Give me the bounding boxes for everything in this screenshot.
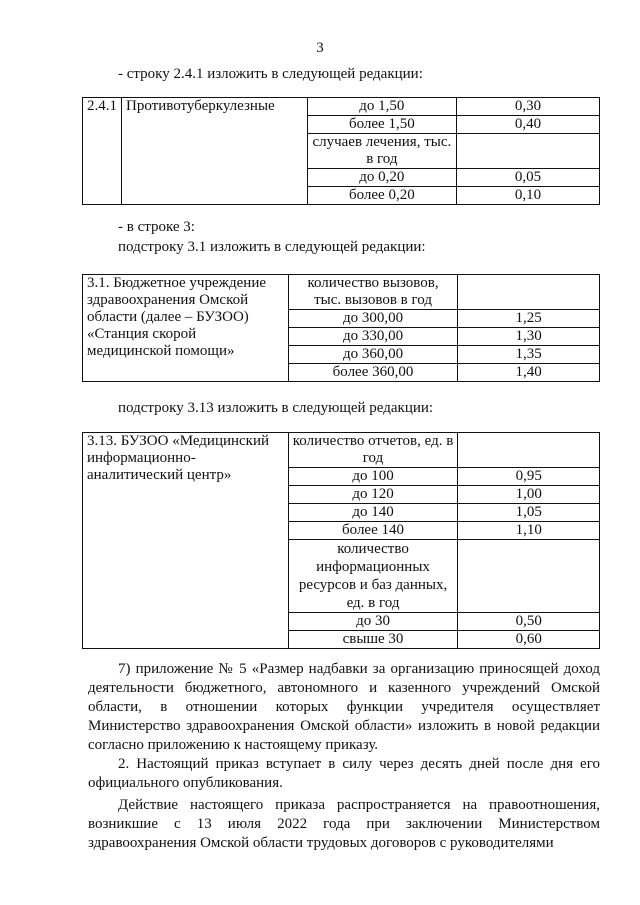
page-number: 3 xyxy=(316,40,324,56)
condition-cell: до 300,00 xyxy=(288,310,458,328)
condition-header-cell: количество информационных ресурсов и баз данных, ед. в год xyxy=(288,540,458,613)
value-cell: 0,10 xyxy=(456,187,599,205)
condition-cell: более 360,00 xyxy=(288,364,458,382)
paragraph-effect: Действие настоящего приказа распространяется на правоотношения, возникшие с 13 июля 2022 года при заключении Министерством здравоохранения Омской области трудовых договоров с руководителями xyxy=(88,797,600,851)
condition-cell: более 0,20 xyxy=(307,187,456,205)
value-cell: 0,40 xyxy=(456,116,599,134)
value-cell xyxy=(456,134,599,169)
condition-cell: до 30 xyxy=(288,613,458,631)
paragraph-item-2: 2. Настоящий приказ вступает в силу через десять дней после дня его официального опубликования. xyxy=(88,756,600,791)
condition-cell: до 140 xyxy=(288,504,458,522)
condition-cell: до 0,20 xyxy=(307,169,456,187)
intro-row-2-4-1: - строку 2.4.1 изложить в следующей редакции: xyxy=(118,66,423,82)
value-cell: 1,05 xyxy=(458,504,600,522)
table-subrow-3-13 xyxy=(82,432,600,649)
row-name: 3.1. Бюджетное учреждение здравоохранения Омской области (далее – БУЗОО) «Станция скорой медицинской помощи» xyxy=(83,275,289,382)
condition-header-cell: случаев лечения, тыс. в год xyxy=(307,134,456,169)
value-cell xyxy=(458,275,600,310)
row-name: Противотуберкулезные xyxy=(122,98,308,205)
value-cell: 0,95 xyxy=(458,468,600,486)
row-code: 2.4.1 xyxy=(83,98,122,205)
condition-cell: до 330,00 xyxy=(288,328,458,346)
condition-cell: до 1,50 xyxy=(307,98,456,116)
condition-cell: свыше 30 xyxy=(288,631,458,649)
value-cell: 1,25 xyxy=(458,310,600,328)
condition-header-cell: количество отчетов, ед. в год xyxy=(288,433,458,468)
row-name: 3.13. БУЗОО «Медицинский информационно-аналитический центр» xyxy=(83,433,289,649)
value-cell: 1,30 xyxy=(458,328,600,346)
table-subrow-3-1 xyxy=(82,274,600,382)
condition-cell: до 100 xyxy=(288,468,458,486)
value-cell xyxy=(458,540,600,613)
value-cell: 1,40 xyxy=(458,364,600,382)
intro-row-3: - в строке 3: xyxy=(118,219,195,235)
value-cell: 1,00 xyxy=(458,486,600,504)
table-row xyxy=(83,433,600,468)
condition-cell: более 1,50 xyxy=(307,116,456,134)
condition-cell: до 120 xyxy=(288,486,458,504)
value-cell: 1,35 xyxy=(458,346,600,364)
value-cell xyxy=(458,433,600,468)
intro-subrow-3-1: подстроку 3.1 изложить в следующей редакции: xyxy=(118,239,426,255)
value-cell: 0,60 xyxy=(458,631,600,649)
table-row-2-4-1 xyxy=(82,97,600,205)
table-row xyxy=(83,98,600,116)
table-row xyxy=(83,275,600,310)
value-cell: 0,50 xyxy=(458,613,600,631)
paragraph-item-7: 7) приложение № 5 «Размер надбавки за организацию приносящей доход деятельности бюджетного, автономного и казенного учреждений Омской области, в отношении которых функции учредителя осуществляет Министерство здравоохранения Омской области» изложить в новой редакции согласно приложению к настоящему приказу. xyxy=(88,661,600,753)
value-cell: 1,10 xyxy=(458,522,600,540)
value-cell: 0,30 xyxy=(456,98,599,116)
value-cell: 0,05 xyxy=(456,169,599,187)
condition-cell: до 360,00 xyxy=(288,346,458,364)
condition-cell: более 140 xyxy=(288,522,458,540)
condition-header-cell: количество вызовов, тыс. вызовов в год xyxy=(288,275,458,310)
intro-subrow-3-13: подстроку 3.13 изложить в следующей редакции: xyxy=(118,400,434,416)
